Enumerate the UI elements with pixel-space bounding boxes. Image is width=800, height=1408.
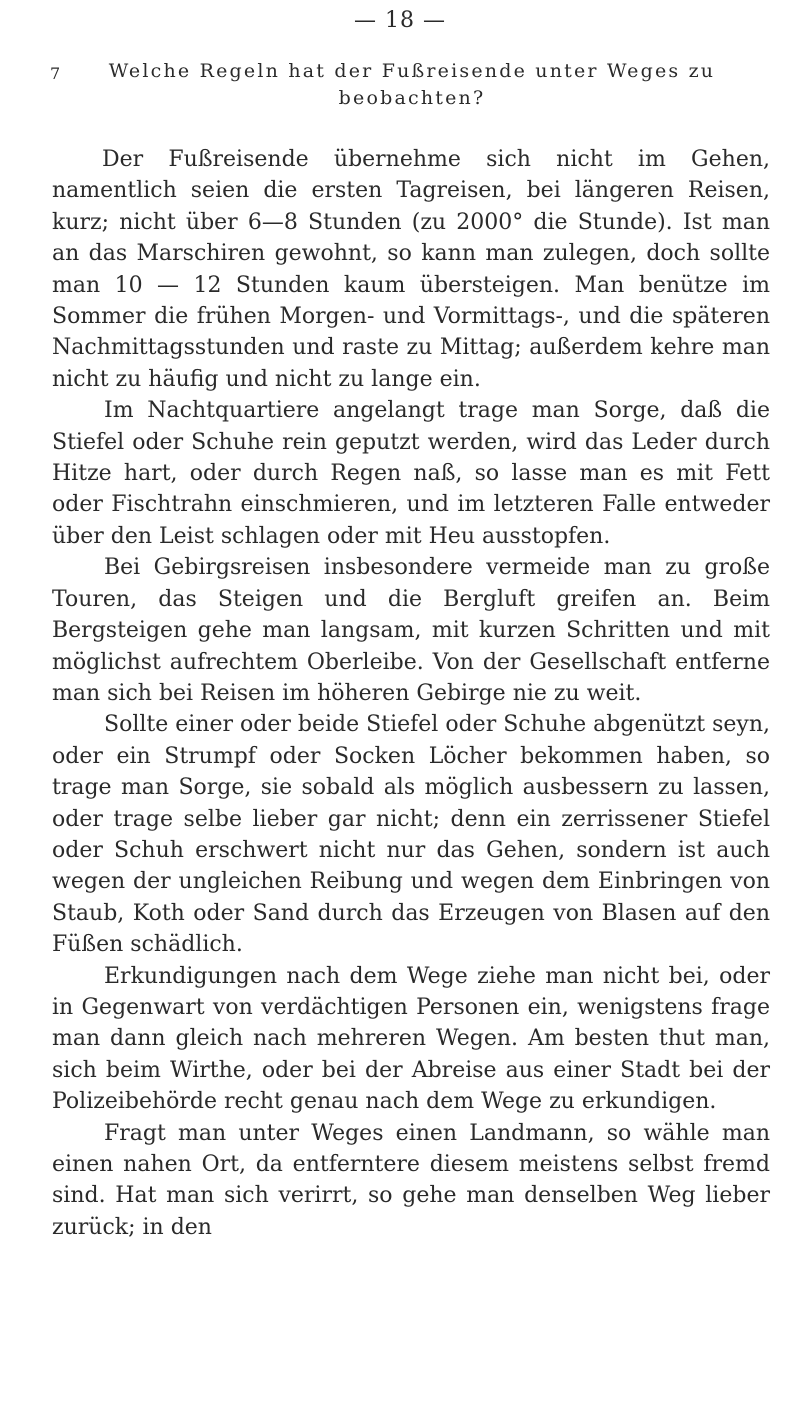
paragraph: Erkundigungen nach dem Wege ziehe man nicht bei, oder in Gegenwart von verdächtigen Personen ein, wenigstens frage man dann gleich nach mehreren Wegen. Am besten thut man, sich beim Wirthe, oder bei der Abreise aus einer Stadt bei der Polizeibehörde recht genau nach dem Wege zu erkundigen.: [52, 963, 770, 1115]
heading-text: Welche Regeln hat der Fußreisende unter Weges zu beobachten?: [108, 60, 716, 109]
section-heading: [50, 58, 774, 112]
paragraph: Der Fußreisende übernehme sich nicht im Gehen, namentlich seien die ersten Tagreisen, bei längeren Reisen, kurz; nicht über 6—8 Stunden (zu 2000° die Stunde). Ist man an das Marschiren gewohnt, so kann man zulegen, doch sollte man 10 — 12 Stunden kaum übersteigen. Man benütze im Sommer die frühen Morgen- und Vormittags-, und die späteren Nachmittagsstunden und raste zu Mittag; außerdem kehre man nicht zu häufig und nicht zu lange ein.: [52, 147, 770, 392]
page-number: — 18 —: [354, 8, 446, 33]
paragraph: Fragt man unter Weges einen Landmann, so wähle man einen nahen Ort, da entferntere diesem meistens selbst fremd sind. Hat man sich verirrt, so gehe man denselben Weg lieber zurück; in den: [52, 1120, 770, 1240]
heading-marker: 7: [50, 64, 63, 83]
paragraph: Im Nachtquartiere angelangt trage man Sorge, daß die Stiefel oder Schuhe rein geputzt werden, wird das Leder durch Hitze hart, oder durch Regen naß, so lasse man es mit Fett oder Fischtrahn einschmieren, und im letzteren Falle entweder über den Leist schlagen oder mit Heu ausstopfen.: [52, 398, 770, 549]
paragraph: Bei Gebirgsreisen insbesondere vermeide man zu große Touren, das Steigen und die Bergluft greifen an. Beim Bergsteigen gehe man langsam, mit kurzen Schritten und mit möglichst aufrechtem Oberleibe. Von der Gesellschaft entferne man sich bei Reisen im höheren Gebirge nie zu weit.: [52, 555, 770, 706]
paragraph: Sollte einer oder beide Stiefel oder Schuhe abgenützt seyn, oder ein Strumpf oder Socken Löcher bekommen haben, so trage man Sorge, sie sobald als möglich ausbessern zu lassen, oder trage selbe lieber gar nicht; denn ein zerrissener Stiefel oder Schuh erschwert nicht nur das Gehen, sondern ist auch wegen der ungleichen Reibung und wegen dem Einbringen von Staub, Koth oder Sand durch das Erzeugen von Blasen auf den Füßen schädlich.: [52, 712, 770, 958]
body-text: [52, 144, 770, 1243]
